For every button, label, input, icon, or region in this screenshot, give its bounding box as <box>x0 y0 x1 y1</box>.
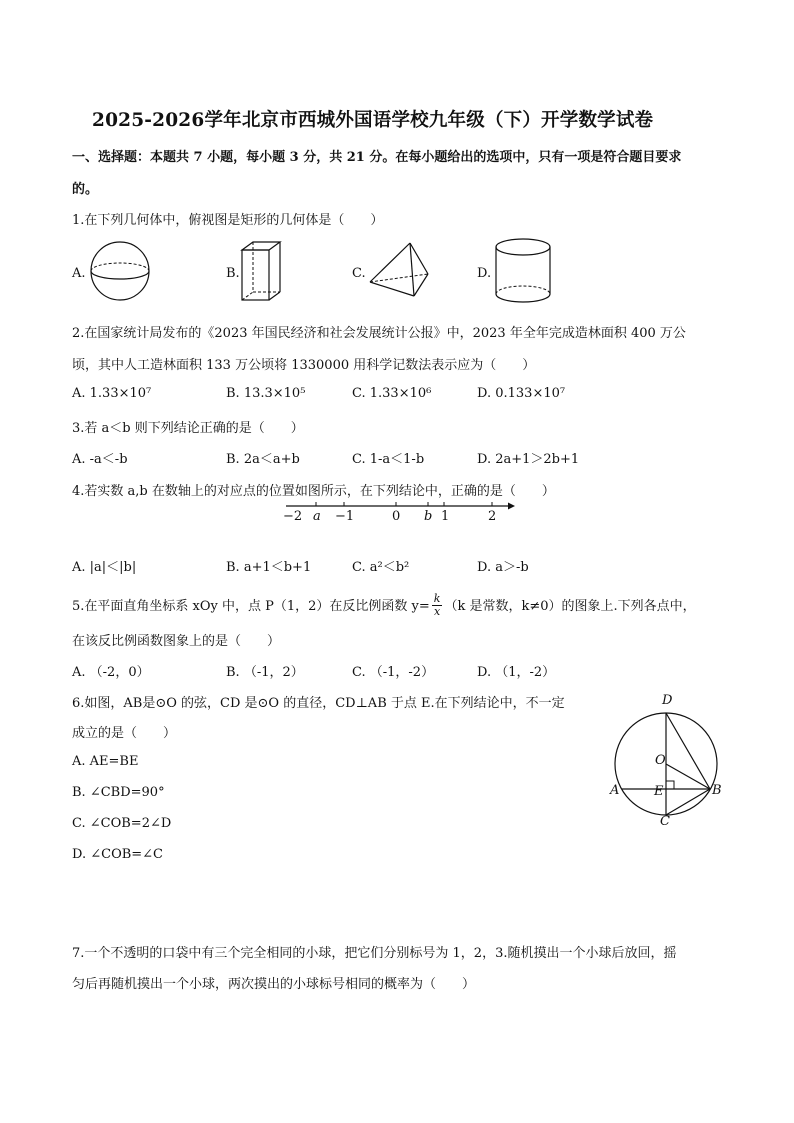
nl-tick-2: 2 <box>488 509 497 524</box>
nl-tick-neg1: −1 <box>335 509 355 524</box>
label-o: O <box>655 753 666 768</box>
q2-option-c: C. 1.33×10⁶ <box>352 386 432 401</box>
q5-fraction-denominator: x <box>434 605 441 618</box>
q2-stem-line1: 2.在国家统计局发布的《2023 年国民经济和社会发展统计公报》中，2023 年全年完成造林面积 400 万公 <box>72 326 686 341</box>
q5-fraction <box>432 593 443 618</box>
q6-stem-line2: 成立的是（ ） <box>72 726 177 741</box>
nl-point-a: a <box>313 509 321 524</box>
q5-option-b: B. （-1，2） <box>226 665 304 680</box>
q2-option-b: B. 13.3×10⁵ <box>226 386 306 401</box>
q6-option-a: A. AE=BE <box>72 754 139 769</box>
q5-stem-pre: 5.在平面直角坐标系 xOy 中，点 P（1，2）在反比例函数 y= <box>72 599 430 614</box>
q2-option-a: A. 1.33×10⁷ <box>72 386 152 401</box>
q5-fraction-numerator: k <box>433 592 441 605</box>
nl-point-b: b <box>424 509 433 524</box>
label-a: A <box>610 783 620 798</box>
label-c: C <box>660 814 670 829</box>
q5-option-a: A. （-2，0） <box>72 665 150 680</box>
q6-option-d: D. ∠COB=∠C <box>72 847 164 862</box>
section-header-line1: 一、选择题：本题共 7 小题，每小题 3 分，共 21 分。在每小题给出的选项中，只有一项是符合题目要求 <box>72 150 682 165</box>
q1-stem: 1.在下列几何体中，俯视图是矩形的几何体是（ ） <box>72 213 384 228</box>
q5-stem <box>72 592 696 617</box>
label-d: D <box>662 693 673 708</box>
label-b: B <box>712 783 722 798</box>
q5-stem-line2: 在该反比例函数图象上的是（ ） <box>72 634 281 649</box>
q4-option-b: B. a+1＜b+1 <box>226 560 312 575</box>
q3-stem: 3.若 a＜b 则下列结论正确的是（ ） <box>72 421 304 436</box>
q5-stem-post: （k 是常数，k≠0）的图象上.下列各点中， <box>444 599 696 614</box>
q2-option-d: D. 0.133×10⁷ <box>477 386 566 401</box>
nl-tick-0: 0 <box>392 509 401 524</box>
q1-option-b-label: B. <box>226 266 240 281</box>
q4-stem: 4.若实数 a,b 在数轴上的对应点的位置如图所示，在下列结论中，正确的是（ ） <box>72 484 555 499</box>
section-header-line2: 的。 <box>72 182 99 197</box>
cylinder-figure <box>494 236 556 306</box>
q1-option-c-label: C. <box>352 266 366 281</box>
prism-figure <box>238 238 288 304</box>
nl-tick-1: 1 <box>441 509 450 524</box>
q2-stem-line2: 顷，其中人工造林面积 133 万公顷将 1330000 用科学记数法表示应为（ ） <box>72 358 536 373</box>
tetrahedron-figure <box>366 240 432 300</box>
q1-option-a-label: A. <box>72 266 86 281</box>
q4-option-c: C. a²＜b² <box>352 560 410 575</box>
q3-option-b: B. 2a＜a+b <box>226 452 300 467</box>
circle-figure <box>604 688 734 828</box>
q7-stem-line1: 7.一个不透明的口袋中有三个完全相同的小球，把它们分别标号为 1，2，3.随机摸出一个小球后放回，摇 <box>72 946 677 961</box>
q6-option-b: B. ∠CBD=90° <box>72 785 165 800</box>
label-e: E <box>654 784 664 799</box>
number-line <box>278 498 518 524</box>
q3-option-d: D. 2a+1＞2b+1 <box>477 452 580 467</box>
q3-option-c: C. 1-a＜1-b <box>352 452 425 467</box>
q5-option-d: D. （1，-2） <box>477 665 556 680</box>
page-title: 2025-2026学年北京市西城外国语学校九年级（下）开学数学试卷 <box>92 110 654 131</box>
q1-option-d-label: D. <box>477 266 492 281</box>
q6-stem-line1: 6.如图，AB是⊙O 的弦，CD 是⊙O 的直径，CD⊥AB 于点 E.在下列结论中，不一定 <box>72 696 565 711</box>
sphere-figure <box>86 238 156 306</box>
q3-option-a: A. -a＜-b <box>72 452 128 467</box>
q7-stem-line2: 匀后再随机摸出一个小球，两次摸出的小球标号相同的概率为（ ） <box>72 977 476 992</box>
q6-option-c: C. ∠COB=2∠D <box>72 816 172 831</box>
q4-option-a: A. |a|＜|b| <box>72 560 137 575</box>
nl-tick-neg2: −2 <box>283 509 303 524</box>
q4-option-d: D. a＞-b <box>477 560 529 575</box>
q5-option-c: C. （-1，-2） <box>352 665 435 680</box>
